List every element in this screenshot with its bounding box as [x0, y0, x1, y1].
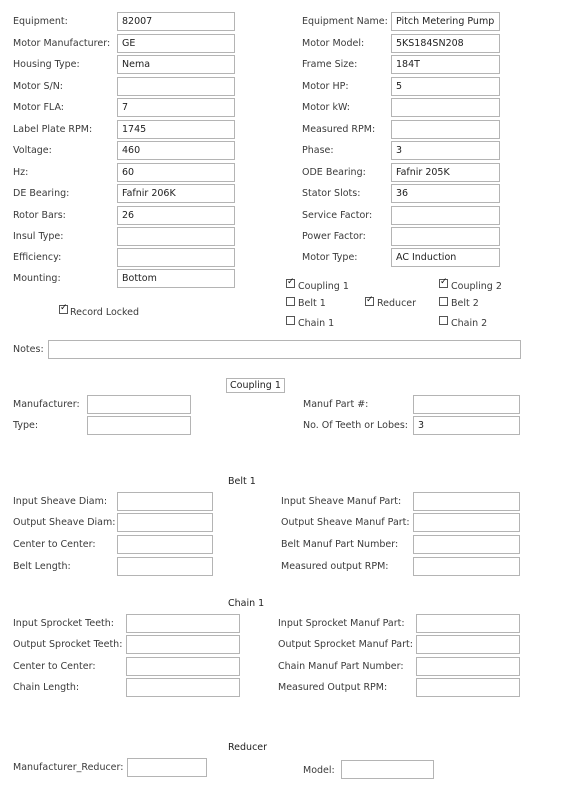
chain1-section-title: Chain 1 — [228, 598, 265, 609]
notes-label: Notes: — [13, 344, 44, 355]
belt-output-sheave-diam-label: Output Sheave Diam: — [13, 517, 116, 528]
coupling2-checkbox[interactable] — [439, 279, 448, 288]
reducer-section-title: Reducer — [228, 742, 268, 753]
reducer-label: Reducer — [377, 298, 417, 309]
belt-center-field[interactable] — [117, 535, 213, 554]
coupling1-label: Coupling 1 — [298, 281, 349, 292]
notes-field[interactable] — [48, 340, 521, 359]
chain-output-part-field[interactable] — [416, 635, 520, 654]
motor-manufacturer-field[interactable]: GE — [117, 34, 235, 53]
voltage-label: Voltage: — [13, 145, 52, 156]
motor-sn-label: Motor S/N: — [13, 81, 64, 92]
housing-type-field[interactable]: Nema — [117, 55, 235, 74]
coupling-type-field[interactable] — [87, 416, 191, 435]
chain1-checkbox[interactable] — [286, 316, 295, 325]
measured-rpm-field[interactable] — [391, 120, 500, 139]
motor-kw-label: Motor kW: — [302, 102, 351, 113]
chain-center-label: Center to Center: — [13, 661, 96, 672]
chain-output-teeth-field[interactable] — [126, 635, 240, 654]
chain-output-teeth-label: Output Sprocket Teeth: — [13, 639, 123, 650]
belt-output-rpm-label: Measured output RPM: — [281, 561, 389, 572]
belt-output-sheave-diam-field[interactable] — [117, 513, 213, 532]
efficiency-field[interactable] — [117, 248, 235, 267]
belt-length-field[interactable] — [117, 557, 213, 576]
label-plate-rpm-label: Label Plate RPM: — [13, 124, 93, 135]
chain-part-number-label: Chain Manuf Part Number: — [278, 661, 404, 672]
de-bearing-field[interactable]: Fafnir 206K — [117, 184, 235, 203]
motor-model-field[interactable]: 5KS184SN208 — [391, 34, 500, 53]
housing-type-label: Housing Type: — [13, 59, 80, 70]
belt-input-sheave-part-field[interactable] — [413, 492, 520, 511]
service-factor-field[interactable] — [391, 206, 500, 225]
chain2-label: Chain 2 — [451, 318, 488, 329]
motor-fla-field[interactable]: 7 — [117, 98, 235, 117]
stator-slots-field[interactable]: 36 — [391, 184, 500, 203]
belt-part-number-label: Belt Manuf Part Number: — [281, 539, 399, 550]
frame-size-label: Frame Size: — [302, 59, 358, 70]
coupling-manufacturer-label: Manufacturer: — [13, 399, 80, 410]
mounting-field[interactable]: Bottom — [117, 269, 235, 288]
chain-part-number-field[interactable] — [416, 657, 520, 676]
insul-type-label: Insul Type: — [13, 231, 64, 242]
chain-center-field[interactable] — [126, 657, 240, 676]
rotor-bars-label: Rotor Bars: — [13, 210, 66, 221]
belt1-section-title: Belt 1 — [228, 476, 256, 487]
motor-hp-label: Motor HP: — [302, 81, 349, 92]
belt-center-label: Center to Center: — [13, 539, 96, 550]
coupling1-section-title: Coupling 1 — [226, 378, 285, 393]
chain-length-field[interactable] — [126, 678, 240, 697]
power-factor-field[interactable] — [391, 227, 500, 246]
coupling-teeth-label: No. Of Teeth or Lobes: — [303, 420, 408, 431]
motor-sn-field[interactable] — [117, 77, 235, 96]
motor-model-label: Motor Model: — [302, 38, 365, 49]
chain-output-rpm-field[interactable] — [416, 678, 520, 697]
belt-input-sheave-diam-label: Input Sheave Diam: — [13, 496, 108, 507]
chain1-label: Chain 1 — [298, 318, 335, 329]
motor-fla-label: Motor FLA: — [13, 102, 64, 113]
ode-bearing-field[interactable]: Fafnir 205K — [391, 163, 500, 182]
chain-output-part-label: Output Sprocket Manuf Part: — [278, 639, 413, 650]
measured-rpm-label: Measured RPM: — [302, 124, 376, 135]
record-locked-label: Record Locked — [70, 307, 140, 318]
belt-output-sheave-part-field[interactable] — [413, 513, 520, 532]
chain-output-rpm-label: Measured Output RPM: — [278, 682, 388, 693]
hz-label: Hz: — [13, 167, 29, 178]
coupling2-label: Coupling 2 — [451, 281, 502, 292]
belt1-checkbox[interactable] — [286, 297, 295, 306]
stator-slots-label: Stator Slots: — [302, 188, 361, 199]
frame-size-field[interactable]: 184T — [391, 55, 500, 74]
phase-field[interactable]: 3 — [391, 141, 500, 160]
motor-kw-field[interactable] — [391, 98, 500, 117]
rotor-bars-field[interactable]: 26 — [117, 206, 235, 225]
equipment-label: Equipment: — [13, 16, 68, 27]
phase-label: Phase: — [302, 145, 334, 156]
mounting-label: Mounting: — [13, 273, 61, 284]
efficiency-label: Efficiency: — [13, 252, 62, 263]
ode-bearing-label: ODE Bearing: — [302, 167, 366, 178]
service-factor-label: Service Factor: — [302, 210, 373, 221]
reducer-model-label: Model: — [303, 765, 335, 776]
belt-input-sheave-diam-field[interactable] — [117, 492, 213, 511]
coupling-type-label: Type: — [13, 420, 39, 431]
equipment-field[interactable]: 82007 — [117, 12, 235, 31]
chain-length-label: Chain Length: — [13, 682, 80, 693]
coupling-manufacturer-field[interactable] — [87, 395, 191, 414]
coupling-manuf-part-field[interactable] — [413, 395, 520, 414]
chain2-checkbox[interactable] — [439, 316, 448, 325]
power-factor-label: Power Factor: — [302, 231, 366, 242]
chain-input-teeth-field[interactable] — [126, 614, 240, 633]
coupling-manuf-part-label: Manuf Part #: — [303, 399, 369, 410]
belt-length-label: Belt Length: — [13, 561, 71, 572]
insul-type-field[interactable] — [117, 227, 235, 246]
equipment-name-field[interactable]: Pitch Metering Pump — [391, 12, 500, 31]
label-plate-rpm-field[interactable]: 1745 — [117, 120, 235, 139]
chain-input-teeth-label: Input Sprocket Teeth: — [13, 618, 114, 629]
coupling-teeth-field[interactable]: 3 — [413, 416, 520, 435]
chain-input-part-label: Input Sprocket Manuf Part: — [278, 618, 405, 629]
motor-type-label: Motor Type: — [302, 252, 358, 263]
reducer-model-field[interactable] — [341, 760, 434, 779]
de-bearing-label: DE Bearing: — [13, 188, 70, 199]
coupling1-checkbox[interactable] — [286, 279, 295, 288]
belt2-checkbox[interactable] — [439, 297, 448, 306]
motor-type-field[interactable]: AC Induction — [391, 248, 500, 267]
belt-output-sheave-part-label: Output Sheave Manuf Part: — [281, 517, 410, 528]
reducer-checkbox[interactable] — [365, 297, 374, 306]
belt-part-number-field[interactable] — [413, 535, 520, 554]
reducer-manufacturer-field[interactable] — [127, 758, 207, 777]
belt1-label: Belt 1 — [298, 298, 326, 309]
voltage-field[interactable]: 460 — [117, 141, 235, 160]
hz-field[interactable]: 60 — [117, 163, 235, 182]
belt2-label: Belt 2 — [451, 298, 479, 309]
belt-output-rpm-field[interactable] — [413, 557, 520, 576]
equipment-name-label: Equipment Name: — [302, 16, 388, 27]
motor-hp-field[interactable]: 5 — [391, 77, 500, 96]
motor-manufacturer-label: Motor Manufacturer: — [13, 38, 111, 49]
chain-input-part-field[interactable] — [416, 614, 520, 633]
reducer-manufacturer-label: Manufacturer_Reducer: — [13, 762, 124, 773]
belt-input-sheave-part-label: Input Sheave Manuf Part: — [281, 496, 402, 507]
record-locked-checkbox[interactable] — [59, 305, 68, 314]
